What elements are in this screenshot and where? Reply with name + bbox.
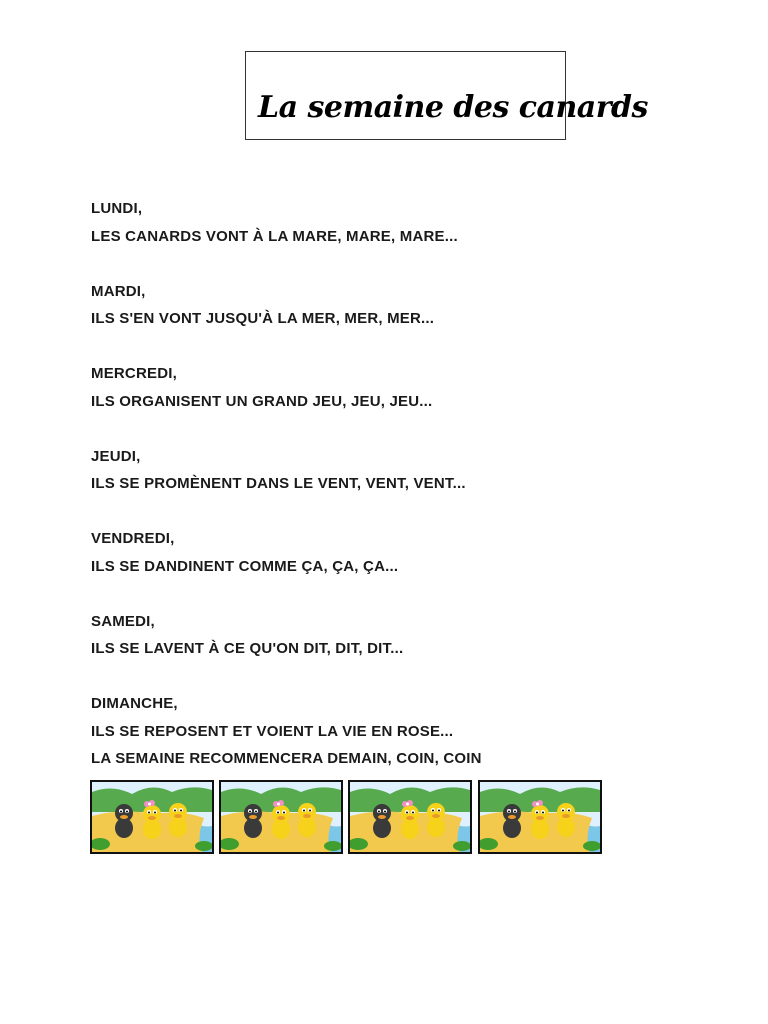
day-label: SAMEDI, [91,612,155,630]
day-label: MERCREDI, [91,365,177,382]
ducks-icon [350,782,470,852]
ducks-illustration-2 [219,780,343,854]
day-label: MARDI, [91,282,146,300]
day-label: LUNDI, [91,200,143,217]
page-title: La semaine des canards [258,90,648,125]
day-label: VENDREDI, [91,530,175,547]
title-box [245,51,648,140]
ducks-image-strip [90,780,602,854]
ducks-icon [480,782,600,852]
ducks-illustration-4 [478,780,602,854]
verse-line: ILS S'EN VONT JUSQU'À LA MER, MER, MER... [91,310,435,327]
verse-line: ILS SE DANDINENT COMME ÇA, ÇA, ÇA... [91,557,399,575]
ducks-illustration-1 [90,780,214,854]
ducks-illustration-3 [348,780,472,854]
closing-line: LA SEMAINE RECOMMENCERA DEMAIN, COIN, COIN [91,750,482,767]
verse-line: LES CANARDS VONT À LA MARE, MARE, MARE... [91,227,458,245]
verse-line: ILS SE PROMÈNENT DANS LE VENT, VENT, VENT... [91,475,466,492]
day-label: JEUDI, [91,447,141,465]
poem [91,195,731,773]
verse-line: ILS SE REPOSENT ET VOIENT LA VIE EN ROSE... [91,722,454,740]
ducks-icon [92,782,212,852]
day-label: DIMANCHE, [91,695,178,712]
verse-line: ILS SE LAVENT À CE QU'ON DIT, DIT, DIT... [91,640,404,657]
ducks-icon [221,782,341,852]
verse-line: ILS ORGANISENT UN GRAND JEU, JEU, JEU... [91,392,433,410]
